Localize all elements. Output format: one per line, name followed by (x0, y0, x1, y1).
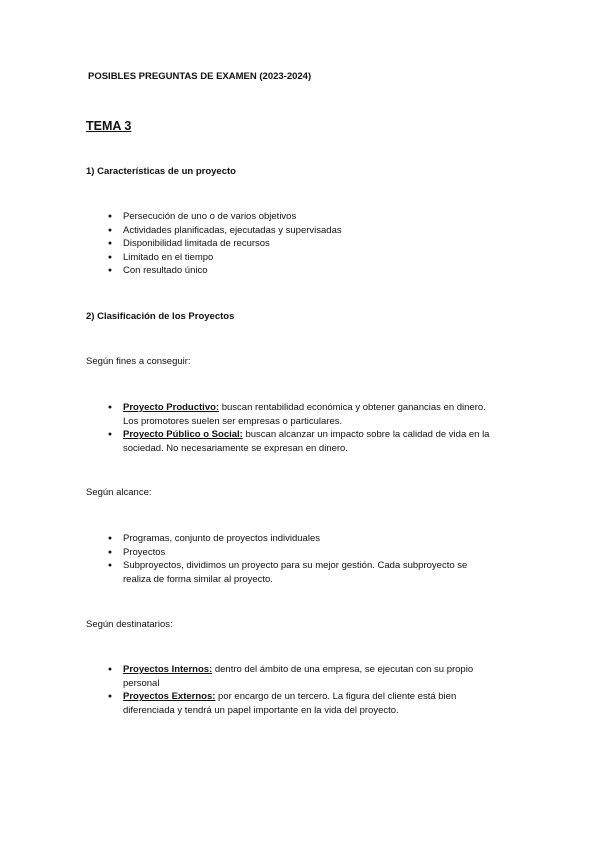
destinatarios-subheading: Según destinatarios: (86, 619, 173, 630)
fines-subheading: Según fines a conseguir: (86, 356, 191, 367)
bullet-icon: ● (107, 267, 113, 275)
list-item: ● Proyecto Productivo: buscan rentabilidad económica y obtener ganancias en dinero. Los promotores suelen ser empresas o particulares. (105, 401, 525, 428)
destinatarios-list (105, 663, 525, 717)
bullet-icon: ● (107, 548, 113, 556)
bullet-icon: ● (107, 404, 113, 411)
list-item: ● Proyecto Público o Social: buscan alcanzar un impacto sobre la calidad de vida en la sociedad. No necesariamente se expresan en dinero. (105, 428, 525, 455)
bullet-icon: ● (107, 226, 113, 234)
list-item: ● Subproyectos, dividimos un proyecto para su mejor gestión. Cada subproyecto se realiza de forma similar al proyecto. (105, 559, 525, 586)
bullet-icon: ● (107, 535, 113, 542)
fines-list (105, 401, 525, 455)
list-item: ● Programas, conjunto de proyectos individuales (105, 532, 525, 546)
alcance-list (105, 532, 525, 586)
bullet-icon: ● (107, 562, 113, 570)
list-item: ● Disponibilidad limitada de recursos (105, 237, 525, 251)
bullet-icon: ● (107, 666, 113, 673)
bullet-icon: ● (107, 253, 113, 261)
list-item: ● Proyectos (105, 546, 525, 560)
list-item: ● Actividades planificadas, ejecutadas y supervisadas (105, 224, 525, 238)
section-1-heading: 1) Características de un proyecto (86, 166, 236, 177)
list-item: ● Limitado en el tiempo (105, 251, 525, 265)
list-item: ● Persecución de uno o de varios objetivos (105, 210, 525, 224)
term-label: Proyecto Productivo: (123, 402, 220, 413)
term-label: Proyecto Público o Social: (123, 429, 243, 441)
bullet-icon: ● (107, 431, 113, 439)
document-title: POSIBLES PREGUNTAS DE EXAMEN (2023-2024) (88, 71, 312, 82)
bullet-icon: ● (107, 213, 113, 220)
list-item: ● Con resultado único (105, 264, 525, 278)
term-label: Proyectos Internos: (123, 664, 213, 675)
characteristics-list (105, 210, 525, 278)
term-label: Proyectos Externos: (123, 691, 216, 703)
bullet-icon: ● (107, 240, 113, 248)
list-item: ● Proyectos Externos: por encargo de un tercero. La figura del cliente está bien diferenciada y tendrá un papel importante en la vida del proyecto. (105, 690, 525, 717)
section-2-heading: 2) Clasificación de los Proyectos (86, 311, 235, 322)
alcance-subheading: Según alcance: (86, 487, 152, 498)
bullet-icon: ● (107, 693, 113, 701)
list-item: ● Proyectos Internos: dentro del ámbito de una empresa, se ejecutan con su propio personal (105, 663, 525, 690)
tema-heading: TEMA 3 (86, 119, 132, 133)
